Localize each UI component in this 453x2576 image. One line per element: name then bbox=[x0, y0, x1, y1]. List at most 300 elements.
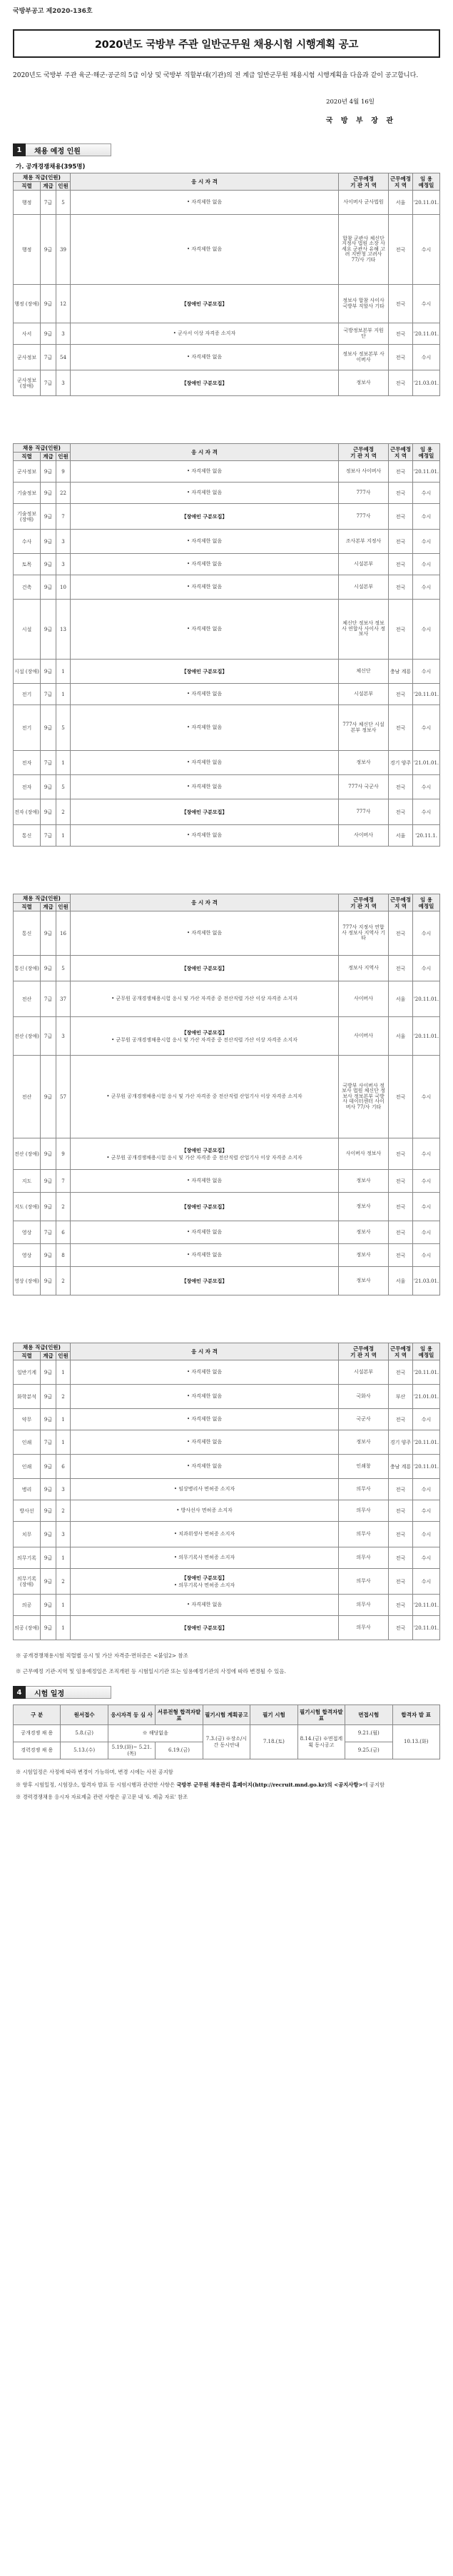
table-row bbox=[14, 530, 440, 554]
schedule-col-header: 서류전형 합격자발표 bbox=[156, 1705, 203, 1725]
qualification-text: • 자격제한 없음 bbox=[186, 930, 223, 936]
note-documents: ※ 경력경쟁채용 응시자 자료제출 관련 사항은 공고문 내 '6. 제출 자료' 참조 bbox=[16, 1794, 188, 1800]
count-cell: 6 bbox=[56, 1221, 71, 1244]
date-cell: 수시 bbox=[413, 1170, 440, 1193]
grade-cell: 9급 bbox=[41, 660, 56, 684]
grade-cell: 9급 bbox=[41, 1455, 56, 1479]
agency-cell: 시설본부 bbox=[339, 575, 389, 600]
count-cell: 1 bbox=[56, 751, 71, 775]
table-row bbox=[14, 684, 440, 705]
qualification-cell bbox=[71, 1017, 339, 1056]
table-row bbox=[14, 1360, 440, 1385]
table-row bbox=[14, 370, 440, 396]
page-gap bbox=[13, 1295, 440, 1343]
col-rank-header: 직렬 bbox=[14, 453, 41, 461]
qualification-cell bbox=[71, 1193, 339, 1221]
section-number: 1 bbox=[13, 143, 26, 156]
recruitment-table-3 bbox=[13, 894, 440, 1295]
grade-cell: 7급 bbox=[41, 191, 56, 215]
count-cell: 9 bbox=[56, 1138, 71, 1170]
date-cell: '20.11.01. bbox=[413, 461, 440, 483]
qualification-cell bbox=[71, 575, 339, 600]
count-cell: 5 bbox=[56, 775, 71, 799]
notice-title-box bbox=[13, 29, 440, 58]
agency-cell: 정보사 bbox=[339, 751, 389, 775]
region-cell: 전국 bbox=[389, 911, 413, 956]
qualification-cell bbox=[71, 1547, 339, 1569]
lead-paragraph: 2020년도 국방부 주관 육군·해군·공군의 5급 이상 및 국방부 직할부대(기관)의 전 계급 일반군무원 채용시험 시행계획을 다음과 같이 공고합니다. bbox=[13, 72, 419, 79]
notice-title: 2020년도 국방부 주관 일반군무원 채용시험 시행계획 공고 bbox=[94, 39, 359, 51]
table-row bbox=[14, 825, 440, 847]
region-cell: 전국 bbox=[389, 1056, 413, 1138]
section-4-heading bbox=[13, 1686, 440, 1699]
table-row bbox=[14, 956, 440, 981]
count-cell: 3 bbox=[56, 1479, 71, 1500]
rank-cell: 전기 bbox=[14, 705, 41, 751]
disabled-quota-tag: 【장애인 구분모집】 bbox=[181, 380, 228, 386]
table-row bbox=[14, 799, 440, 825]
qualification-cell bbox=[71, 1500, 339, 1522]
qualification-cell bbox=[71, 911, 339, 956]
qualification-cell bbox=[71, 215, 339, 285]
rank-cell: 전자 bbox=[14, 751, 41, 775]
qualification-cell bbox=[71, 751, 339, 775]
date-cell: 수시 bbox=[413, 575, 440, 600]
count-cell: 2 bbox=[56, 799, 71, 825]
col-qualification-header: 응 시 자 격 bbox=[71, 444, 339, 461]
count-cell: 5 bbox=[56, 705, 71, 751]
notice-date: 2020년 4월 16일 bbox=[326, 99, 375, 106]
qualification-cell bbox=[71, 530, 339, 554]
schedule-cell-apply: 5.8.(금) bbox=[61, 1725, 108, 1742]
col-grade-header: 계급 bbox=[41, 903, 56, 911]
qualification-text: • 자격제한 없음 bbox=[186, 1463, 223, 1469]
agency-cell: 정보사 bbox=[339, 1170, 389, 1193]
date-cell: '20.11.1. bbox=[413, 825, 440, 847]
qualification-cell bbox=[71, 504, 339, 530]
date-cell: 수시 bbox=[413, 1522, 440, 1547]
col-region-header: 근무예정 지 역 bbox=[389, 173, 413, 191]
agency-cell: 국방부 사이버사 정보사 법원 체신단 정보사 정보본부 국방사 데이터센터 사이버사 77/사 기타 bbox=[339, 1056, 389, 1138]
region-cell: 충남 계룡 bbox=[389, 1455, 413, 1479]
region-cell: 전국 bbox=[389, 554, 413, 575]
agency-cell: 인쇄창 bbox=[339, 1455, 389, 1479]
qualification-cell bbox=[71, 370, 339, 396]
exam-schedule-table bbox=[13, 1704, 440, 1759]
qualification-text: • 군무원 공개경쟁채용시험 응시 및 가산 자격증 중 전산직렬 산업기사 이상 자격증 소지자 bbox=[106, 1154, 302, 1161]
region-cell: 전국 bbox=[389, 1360, 413, 1385]
disabled-quota-tag: 【장애인 구분모집】 bbox=[181, 965, 228, 971]
date-cell: 수시 bbox=[413, 1244, 440, 1267]
date-cell: 수시 bbox=[413, 345, 440, 370]
date-cell: 수시 bbox=[413, 775, 440, 799]
agency-cell: 777사 국군사 bbox=[339, 775, 389, 799]
count-cell: 2 bbox=[56, 1385, 71, 1409]
region-cell: 전국 bbox=[389, 1595, 413, 1616]
region-cell: 전국 bbox=[389, 799, 413, 825]
rank-cell: 전자 (장애) bbox=[14, 799, 41, 825]
grade-cell: 9급 bbox=[41, 215, 56, 285]
col-count-header: 인원 bbox=[56, 1352, 71, 1360]
disabled-quota-tag: 【장애인 구분모집】 bbox=[181, 1029, 228, 1036]
table-row bbox=[14, 1138, 440, 1170]
col-agency-header: 근무예정 기 관 지 역 bbox=[339, 894, 389, 911]
qualification-text: • 의무기록사 면허증 소지자 bbox=[173, 1582, 235, 1588]
rank-cell: 토목 bbox=[14, 554, 41, 575]
rank-cell: 영상 (장애) bbox=[14, 1267, 41, 1295]
region-cell: 전국 bbox=[389, 1522, 413, 1547]
qualification-text: • 자격제한 없음 bbox=[186, 1252, 223, 1258]
rank-cell: 영상 bbox=[14, 1221, 41, 1244]
table-row bbox=[14, 1267, 440, 1295]
schedule-col-header: 필기 시험 bbox=[250, 1705, 297, 1725]
date-cell: '20.11.01. bbox=[413, 1455, 440, 1479]
date-cell: 수시 bbox=[413, 554, 440, 575]
rank-cell: 수사 bbox=[14, 530, 41, 554]
agency-cell: 사이버사 bbox=[339, 1017, 389, 1056]
agency-cell: 의무사 bbox=[339, 1522, 389, 1547]
agency-cell: 체신단 정보사 정보사 연합사 사이사 정보사 bbox=[339, 600, 389, 660]
grade-cell: 9급 bbox=[41, 530, 56, 554]
grade-cell: 9급 bbox=[41, 1244, 56, 1267]
grade-cell: 9급 bbox=[41, 1500, 56, 1522]
region-cell: 서울 bbox=[389, 825, 413, 847]
rank-cell: 약무 bbox=[14, 1409, 41, 1430]
qualification-cell bbox=[71, 285, 339, 323]
qualification-text: • 방사선사 면허증 소지자 bbox=[176, 1507, 233, 1513]
agency-cell: 정보사 정보본부 사이버사 bbox=[339, 345, 389, 370]
disabled-quota-tag: 【장애인 구분모집】 bbox=[181, 1625, 228, 1631]
grade-cell: 9급 bbox=[41, 1138, 56, 1170]
qualification-text: • 자격제한 없음 bbox=[186, 1416, 223, 1422]
schedule-col-header: 구 분 bbox=[14, 1705, 61, 1725]
col-count-header: 인원 bbox=[56, 182, 71, 191]
grade-cell: 9급 bbox=[41, 285, 56, 323]
table-row bbox=[14, 751, 440, 775]
rank-cell: 인쇄 bbox=[14, 1455, 41, 1479]
qualification-cell bbox=[71, 1056, 339, 1138]
document-number: 국방부공고 제2020-136호 bbox=[13, 8, 93, 15]
qualification-text: • 군무원 공개경쟁채용시험 응시 및 가산 자격증 중 전산직렬 가산 이상 자격증 소지자 bbox=[111, 996, 297, 1001]
agency-cell: 777사 bbox=[339, 483, 389, 504]
grade-cell: 9급 bbox=[41, 911, 56, 956]
table-row bbox=[14, 705, 440, 751]
table-row bbox=[14, 1479, 440, 1500]
qualification-cell bbox=[71, 1430, 339, 1455]
qualification-text: • 자격제한 없음 bbox=[186, 199, 223, 205]
qualification-cell bbox=[71, 1522, 339, 1547]
header-row bbox=[14, 1705, 440, 1725]
region-cell: 서울 bbox=[389, 981, 413, 1017]
rank-cell: 영상 bbox=[14, 1244, 41, 1267]
agency-cell: 의무사 bbox=[339, 1616, 389, 1640]
table-row bbox=[14, 575, 440, 600]
agency-cell: 정보사 bbox=[339, 1193, 389, 1221]
count-cell: 1 bbox=[56, 1360, 71, 1385]
qualification-text: • 자격제한 없음 bbox=[186, 1229, 223, 1235]
date-cell: 수시 bbox=[413, 1500, 440, 1522]
count-cell: 9 bbox=[56, 461, 71, 483]
table-row bbox=[14, 461, 440, 483]
rank-cell: 건축 bbox=[14, 575, 41, 600]
qualification-text: • 자격제한 없음 bbox=[186, 691, 223, 697]
qualification-text: • 자격제한 없음 bbox=[186, 784, 223, 789]
schedule-cell-doc: 6.19.(금) bbox=[156, 1742, 203, 1759]
grade-cell: 7급 bbox=[41, 1430, 56, 1455]
grade-cell: 9급 bbox=[41, 1479, 56, 1500]
rank-cell: 전자 bbox=[14, 775, 41, 799]
schedule-col-header: 응시자격 등 심 사 bbox=[108, 1705, 155, 1725]
date-cell: 수시 bbox=[413, 956, 440, 981]
schedule-col-header: 원서접수 bbox=[61, 1705, 108, 1725]
homepage-link[interactable]: 국방부 군무원 채용관리 홈페이지(http://recruit.mnd.go.kr)의 <공지사항> bbox=[176, 1781, 363, 1788]
agency-cell: 정보사 합참 사이사 국방부 직할사 기타 bbox=[339, 285, 389, 323]
agency-cell: 합참 군관사 체신단 지정사 법원 소장 사세요 군관사 유해 고려 지반청 고려사 77/사 기타 bbox=[339, 215, 389, 285]
agency-cell: 시설본부 bbox=[339, 684, 389, 705]
rank-cell: 통신 (장애) bbox=[14, 956, 41, 981]
col-region-header: 근무예정 지 역 bbox=[389, 894, 413, 911]
col-grade-header: 계급 bbox=[41, 182, 56, 191]
agency-cell: 조사본부 지정사 bbox=[339, 530, 389, 554]
note-certificates: ※ 공개경쟁채용시험 직렬별 응시 및 가산 자격증·면허증은 <붙임2> 참조 bbox=[16, 1652, 188, 1659]
date-cell: 수시 bbox=[413, 1221, 440, 1244]
count-cell: 12 bbox=[56, 285, 71, 323]
header-row bbox=[14, 894, 440, 903]
count-cell: 7 bbox=[56, 1170, 71, 1193]
agency-cell: 사이버사 bbox=[339, 981, 389, 1017]
qualification-cell bbox=[71, 660, 339, 684]
count-cell: 1 bbox=[56, 1409, 71, 1430]
table-row bbox=[14, 1595, 440, 1616]
qualification-text: • 자격제한 없음 bbox=[186, 832, 223, 838]
agency-cell: 사이버사 군사법원 bbox=[339, 191, 389, 215]
qualification-cell bbox=[71, 705, 339, 751]
grade-cell: 9급 bbox=[41, 554, 56, 575]
qualification-cell bbox=[71, 1385, 339, 1409]
col-date-header: 임 용 예정일 bbox=[413, 894, 440, 911]
schedule-col-header: 필기시험 합격자발표 bbox=[297, 1705, 345, 1725]
region-cell: 전국 bbox=[389, 1138, 413, 1170]
count-cell: 2 bbox=[56, 1500, 71, 1522]
issuing-organization: 국 방 부 장 관 bbox=[325, 117, 396, 125]
agency-cell: 777사 bbox=[339, 504, 389, 530]
schedule-cell-interview: 9.21.(월) bbox=[345, 1725, 392, 1742]
count-cell: 13 bbox=[56, 600, 71, 660]
schedule-cell-final: 10.13.(화) bbox=[392, 1725, 440, 1759]
col-group-header: 채용 직급(인원) bbox=[14, 173, 71, 182]
region-cell: 전국 bbox=[389, 323, 413, 345]
grade-cell: 7급 bbox=[41, 981, 56, 1017]
grade-cell: 9급 bbox=[41, 483, 56, 504]
table-row bbox=[14, 191, 440, 215]
disabled-quota-tag: 【장애인 구분모집】 bbox=[181, 809, 228, 815]
rank-cell: 통신 bbox=[14, 825, 41, 847]
date-cell: 수시 bbox=[413, 1056, 440, 1138]
schedule-col-header: 합격자 발 표 bbox=[392, 1705, 440, 1725]
grade-cell: 9급 bbox=[41, 1385, 56, 1409]
table-row bbox=[14, 1170, 440, 1193]
qualification-text: • 자격제한 없음 bbox=[186, 1602, 223, 1607]
section-number: 4 bbox=[13, 1686, 26, 1699]
count-cell: 1 bbox=[56, 684, 71, 705]
region-cell: 서울 bbox=[389, 1017, 413, 1056]
col-date-header: 임 용 예정일 bbox=[413, 173, 440, 191]
qualification-text: • 자격제한 없음 bbox=[186, 759, 223, 765]
region-cell: 전국 bbox=[389, 1547, 413, 1569]
col-region-header: 근무예정 지 역 bbox=[389, 444, 413, 461]
date-cell: 수시 bbox=[413, 705, 440, 751]
schedule-cell-kind: 공개경쟁 채 용 bbox=[14, 1725, 61, 1742]
col-group-header: 채용 직급(인원) bbox=[14, 1343, 71, 1352]
table-row bbox=[14, 554, 440, 575]
agency-cell: 정보사 bbox=[339, 1430, 389, 1455]
count-cell: 3 bbox=[56, 1017, 71, 1056]
qualification-text: • 자격제한 없음 bbox=[186, 246, 223, 252]
region-cell: 전국 bbox=[389, 1500, 413, 1522]
region-cell: 전국 bbox=[389, 1409, 413, 1430]
recruitment-table-2 bbox=[13, 443, 440, 847]
table-row bbox=[14, 1547, 440, 1569]
grade-cell: 9급 bbox=[41, 1616, 56, 1640]
region-cell: 전국 bbox=[389, 705, 413, 751]
region-cell: 전국 bbox=[389, 530, 413, 554]
region-cell: 전국 bbox=[389, 1569, 413, 1595]
count-cell: 3 bbox=[56, 530, 71, 554]
schedule-row bbox=[14, 1725, 440, 1742]
region-cell: 서울 bbox=[389, 1267, 413, 1295]
date-cell: '20.11.01. bbox=[413, 191, 440, 215]
rank-cell: 의무기록 (장애) bbox=[14, 1569, 41, 1595]
agency-cell: 체신단 bbox=[339, 660, 389, 684]
table-row bbox=[14, 215, 440, 285]
recruitment-table-4 bbox=[13, 1343, 440, 1640]
schedule-cell-exam: 7.18.(토) bbox=[250, 1725, 297, 1759]
rank-cell: 전산 (장애) bbox=[14, 1138, 41, 1170]
qualification-cell bbox=[71, 1221, 339, 1244]
region-cell: 경기 양주 bbox=[389, 1430, 413, 1455]
count-cell: 3 bbox=[56, 323, 71, 345]
rank-cell: 치무 bbox=[14, 1522, 41, 1547]
table-row bbox=[14, 981, 440, 1017]
date-cell: '20.11.01. bbox=[413, 1360, 440, 1385]
date-cell: 수시 bbox=[413, 1547, 440, 1569]
qualification-text: • 자격제한 없음 bbox=[186, 626, 223, 632]
grade-cell: 9급 bbox=[41, 1360, 56, 1385]
grade-cell: 9급 bbox=[41, 799, 56, 825]
qualification-text: • 의무기록사 면허증 소지자 bbox=[173, 1555, 235, 1560]
agency-cell: 국군사 bbox=[339, 1409, 389, 1430]
table-row bbox=[14, 1221, 440, 1244]
grade-cell: 7급 bbox=[41, 1017, 56, 1056]
col-agency-header: 근무예정 기 관 지 역 bbox=[339, 444, 389, 461]
schedule-cell-interview: 9.25.(금) bbox=[345, 1742, 392, 1759]
agency-cell: 시설본부 bbox=[339, 1360, 389, 1385]
agency-cell: 의무사 bbox=[339, 1569, 389, 1595]
region-cell: 경기 양주 bbox=[389, 751, 413, 775]
qualification-cell bbox=[71, 981, 339, 1017]
agency-cell: 정보사 지역사 bbox=[339, 956, 389, 981]
rank-cell: 일반기계 bbox=[14, 1360, 41, 1385]
agency-cell: 정보사 bbox=[339, 1244, 389, 1267]
date-cell: 수시 bbox=[413, 799, 440, 825]
qualification-text: • 자격제한 없음 bbox=[186, 724, 223, 730]
date-cell: 수시 bbox=[413, 215, 440, 285]
col-qualification-header: 응 시 자 격 bbox=[71, 894, 339, 911]
count-cell: 57 bbox=[56, 1056, 71, 1138]
qualification-cell bbox=[71, 554, 339, 575]
table-row bbox=[14, 1430, 440, 1455]
qualification-text: • 자격제한 없음 bbox=[186, 1369, 223, 1375]
agency-cell: 의무사 bbox=[339, 1595, 389, 1616]
header-row bbox=[14, 1343, 440, 1352]
qualification-cell bbox=[71, 1267, 339, 1295]
page-gap bbox=[13, 847, 440, 894]
note-schedule-change: ※ 시험일정은 사정에 따라 변경이 가능하며, 변경 시에는 사전 공지함 bbox=[16, 1769, 173, 1775]
date-cell: 수시 bbox=[413, 530, 440, 554]
qualification-cell bbox=[71, 191, 339, 215]
region-cell: 전국 bbox=[389, 504, 413, 530]
region-cell: 전국 bbox=[389, 1244, 413, 1267]
table-notes bbox=[13, 1652, 440, 1676]
disabled-quota-tag: 【장애인 구분모집】 bbox=[181, 1574, 228, 1581]
date-cell: 수시 bbox=[413, 600, 440, 660]
count-cell: 8 bbox=[56, 1244, 71, 1267]
rank-cell: 전산 bbox=[14, 981, 41, 1017]
region-cell: 전국 bbox=[389, 1221, 413, 1244]
count-cell: 3 bbox=[56, 1522, 71, 1547]
count-cell: 2 bbox=[56, 1193, 71, 1221]
schedule-cell-pass: 8.14.(금) ※면접계획 동시공고 bbox=[297, 1725, 345, 1759]
date-cell: 수시 bbox=[413, 504, 440, 530]
table-row bbox=[14, 1616, 440, 1640]
rank-cell: 전기 bbox=[14, 684, 41, 705]
qualification-text: • 군무원 공개경쟁채용시험 응시 및 가산 자격증 중 전산직렬 가산 이상 자격증 소지자 bbox=[111, 1036, 297, 1043]
table-row bbox=[14, 1409, 440, 1430]
region-cell: 전국 bbox=[389, 1193, 413, 1221]
rank-cell: 군사정보 (장애) bbox=[14, 370, 41, 396]
region-cell: 전국 bbox=[389, 956, 413, 981]
rank-cell: 사서 bbox=[14, 323, 41, 345]
schedule-notes bbox=[13, 1768, 440, 1802]
col-grade-header: 계급 bbox=[41, 1352, 56, 1360]
table-row bbox=[14, 1385, 440, 1409]
date-cell: 수시 bbox=[413, 911, 440, 956]
agency-cell: 정보사 bbox=[339, 370, 389, 396]
col-count-header: 인원 bbox=[56, 453, 71, 461]
disabled-quota-tag: 【장애인 구분모집】 bbox=[181, 300, 228, 307]
col-region-header: 근무예정 지 역 bbox=[389, 1343, 413, 1360]
disabled-quota-tag: 【장애인 구분모집】 bbox=[181, 513, 228, 520]
table-row bbox=[14, 1455, 440, 1479]
count-cell: 3 bbox=[56, 370, 71, 396]
region-cell: 전국 bbox=[389, 575, 413, 600]
col-group-header: 채용 직급(인원) bbox=[14, 444, 71, 453]
qualification-text: • 자격제한 없음 bbox=[186, 1439, 223, 1445]
qualification-cell bbox=[71, 1170, 339, 1193]
grade-cell: 7급 bbox=[41, 751, 56, 775]
col-rank-header: 직렬 bbox=[14, 903, 41, 911]
col-agency-header: 근무예정 기 관 지 역 bbox=[339, 173, 389, 191]
rank-cell: 전산 bbox=[14, 1056, 41, 1138]
table-row bbox=[14, 345, 440, 370]
agency-cell: 사이버사 정보사 bbox=[339, 1138, 389, 1170]
date-cell: '20.11.01. bbox=[413, 1017, 440, 1056]
table-row bbox=[14, 323, 440, 345]
count-cell: 16 bbox=[56, 911, 71, 956]
rank-cell: 의공 (장애) bbox=[14, 1616, 41, 1640]
qualification-cell bbox=[71, 1360, 339, 1385]
table-row bbox=[14, 1500, 440, 1522]
